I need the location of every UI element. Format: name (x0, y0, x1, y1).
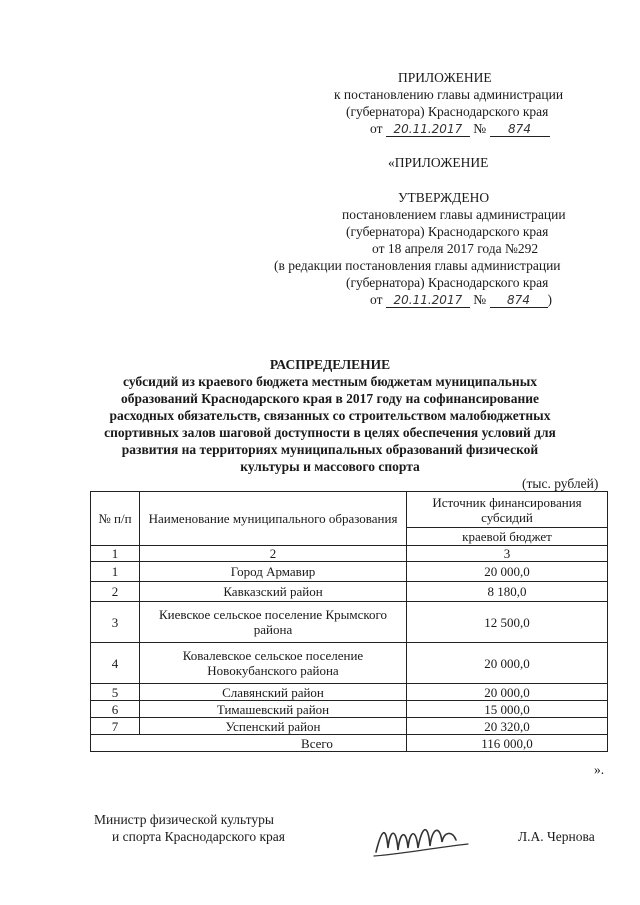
annex-line-2: (губернатора) Краснодарского края (346, 104, 549, 119)
header-source: Источник финансирования субсидий (407, 492, 608, 528)
row-amount: 20 320,0 (407, 718, 608, 735)
row-no: 1 (91, 562, 140, 582)
row-amount: 20 000,0 (407, 562, 608, 582)
annex-title: ПРИЛОЖЕНИЕ (398, 70, 492, 85)
row-amount: 12 500,0 (407, 602, 608, 643)
header-budget: краевой бюджет (407, 528, 608, 546)
annex-date-line (370, 121, 550, 137)
total-row (91, 735, 608, 752)
doc-title-line-5: развития на территориях муниципальных образований физической (121, 442, 539, 457)
approved-close-paren: ) (547, 292, 552, 307)
table-row (91, 684, 608, 701)
closing-quote-mark: ». (594, 762, 605, 777)
row-name: Тимашевский район (140, 701, 407, 718)
doc-title-line-4: спортивных залов шаговой доступности в целях обеспечения условий для (104, 425, 556, 440)
row-amount: 8 180,0 (407, 582, 608, 602)
row-no: 5 (91, 684, 140, 701)
row-amount: 20 000,0 (407, 684, 608, 701)
doc-title-line-3: расходных обязательств, связанных со строительством малобюджетных (109, 408, 551, 423)
total-amount: 116 000,0 (407, 735, 608, 752)
total-label: Всего (91, 735, 407, 752)
col-number-2: 2 (140, 546, 407, 562)
row-name: Город Армавир (140, 562, 407, 582)
approved-date-line (370, 292, 552, 308)
annex-number: 874 (490, 122, 550, 137)
approved-from-label: от (370, 292, 383, 307)
approved-line-4: (в редакции постановления главы администрации (274, 258, 561, 273)
row-name: Кавказский район (140, 582, 407, 602)
units-label: (тыс. рублей) (522, 476, 599, 491)
table-row (91, 562, 608, 582)
table-row (91, 602, 608, 643)
table-row (91, 718, 608, 735)
table-row (91, 582, 608, 602)
row-name: Успенский район (140, 718, 407, 735)
approved-annex-title: «ПРИЛОЖЕНИЕ (388, 155, 489, 170)
approved-line-3: от 18 апреля 2017 года №292 (372, 241, 539, 256)
row-amount: 20 000,0 (407, 643, 608, 684)
distribution-table (90, 491, 608, 752)
table-row (91, 701, 608, 718)
annex-from-label: от (370, 121, 383, 136)
row-name: Славянский район (140, 684, 407, 701)
signatory-name: Л.А. Чернова (518, 829, 595, 844)
annex-no-label: № (473, 121, 487, 136)
approved-date: 20.11.2017 (386, 293, 470, 308)
row-name: Ковалевское сельское поселение Новокубанского района (140, 643, 407, 684)
row-no: 4 (91, 643, 140, 684)
header-no: № п/п (91, 492, 140, 546)
header-name: Наименование муниципального образования (140, 492, 407, 546)
table-row (91, 643, 608, 684)
row-no: 3 (91, 602, 140, 643)
doc-title-line-1: субсидий из краевого бюджета местным бюджетам муниципальных (123, 374, 537, 389)
approved-label: УТВЕРЖДЕНО (398, 190, 490, 205)
handwritten-signature (372, 818, 472, 864)
approved-line-1: постановлением главы администрации (342, 207, 566, 222)
row-amount: 15 000,0 (407, 701, 608, 718)
doc-heading: РАСПРЕДЕЛЕНИЕ (269, 357, 391, 372)
approved-line-5: (губернатора) Краснодарского края (346, 275, 549, 290)
row-no: 2 (91, 582, 140, 602)
annex-date: 20.11.2017 (386, 122, 470, 137)
col-number-3: 3 (407, 546, 608, 562)
signatory-position-line-2: и спорта Краснодарского края (112, 829, 285, 844)
approved-no-label: № (473, 292, 487, 307)
approved-number: 874 (490, 293, 548, 308)
row-name: Киевское сельское поселение Крымского района (140, 602, 407, 643)
approved-line-2: (губернатора) Краснодарского края (346, 224, 549, 239)
doc-title-line-6: культуры и массового спорта (240, 459, 420, 474)
row-no: 7 (91, 718, 140, 735)
row-no: 6 (91, 701, 140, 718)
doc-title-line-2: образований Краснодарского края в 2017 году на софинансирование (120, 391, 539, 406)
signatory-position-line-1: Министр физической культуры (94, 812, 274, 827)
annex-line-1: к постановлению главы администрации (334, 87, 564, 102)
col-number-1: 1 (91, 546, 140, 562)
